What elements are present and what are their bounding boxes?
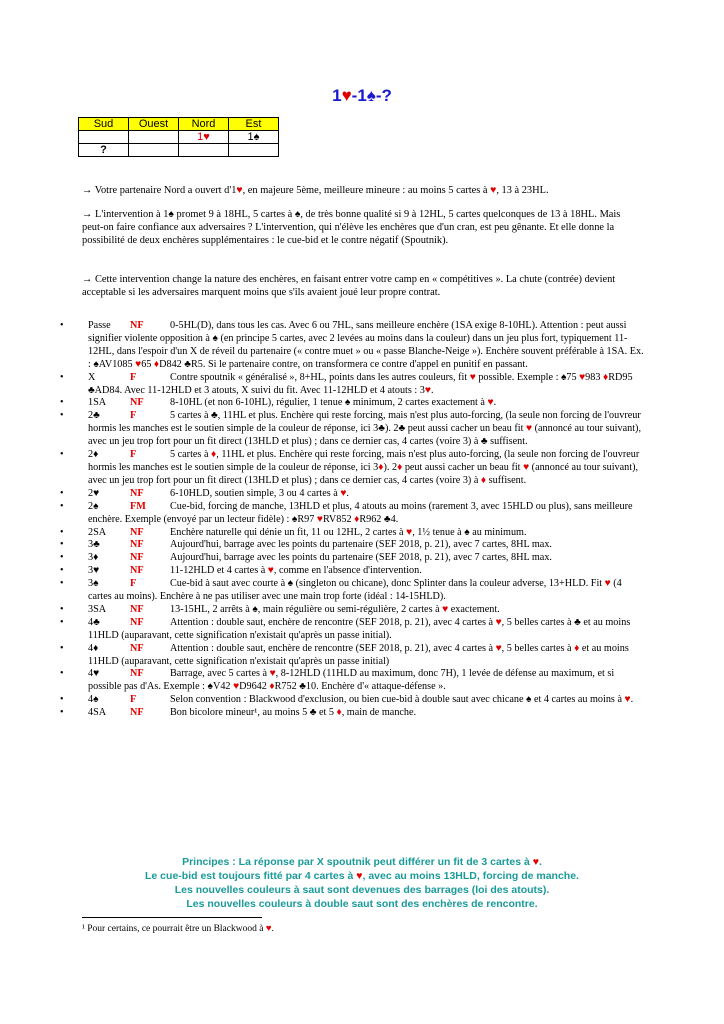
intro-paragraph-1: → Votre partenaire Nord a ouvert d'1♥, en majeure 5ème, meilleure mineure : au moins 5 cartes à ♥, 13 à 23HL.: [82, 185, 549, 196]
bid-item: • 2SA NF Enchère naturelle qui dénie un fit, 11 ou 12HL, 2 cartes à ♥, 1½ tenue à ♠ au minimum.: [60, 527, 645, 540]
bid-item: • 2♦ F 5 cartes à ♦, 11HL et plus. Enchère qui reste forcing, mais n'est plus auto-forcing, (la seule non forcing de l'ouvreur hormis les manches est le soutien simple de la couleur de réponse, ici 3♦). 2♦ peut aussi cacher un beau fit ♥ (annoncé au tour suivant), avec un jeu trop fort pour un fit direct (13HLD et plus) ; dans ce dernier cas, 4 cartes (voire 3) à ♦ suffisent.: [60, 449, 645, 488]
bid-item: • 3♦ NF Aujourd'hui, barrage avec les points du partenaire (SEF 2018, p. 21), avec 7 cartes, 8HL max.: [60, 552, 645, 565]
bid-item: • Passe NF 0-5HL(D), dans tous les cas. Avec 6 ou 7HL, sans meilleure enchère (1SA exige 8-10HL). Attention : peut aussi signifier violente opposition à ♠ (en principe 5 cartes, avec 2 levées au moins dans la couleur) dans un jeu plus fort, typiquement 11-12HL, dans l'espoir d'un X de réveil du partenaire (« contre muet » ou « passe Blanche-Neige »). Enchère souvent préférable à 1SA. Ex. : ♠AV1085 ♥65 ♦D842 ♣R5. Si le partenaire contre, on transformera ce contre d'appel en punitif en passant.: [60, 320, 645, 372]
principles-block: [0, 855, 724, 911]
auction-cell: [129, 131, 179, 144]
bid-item: • 2♠ FM Cue-bid, forcing de manche, 13HLD et plus, 4 atouts au moins (rarement 3, avec 15HLD ou plus), sans meilleure enchère. Exemple (envoyé par un lecteur fidèle) : ♠R97 ♥RV852 ♦R962 ♣4.: [60, 501, 645, 527]
principle-line: Les nouvelles couleurs à double saut sont des enchères de rencontre.: [186, 898, 538, 910]
page-title: 1♥-1♠-?: [332, 86, 392, 105]
bid-item: • 4♣ NF Attention : double saut, enchère de rencontre (SEF 2018, p. 21), avec 4 cartes à ♥, 5 belles cartes à ♣ et au moins 11HLD (auparavant, cette signification n'existait qu'après un passe initial).: [60, 617, 645, 643]
principle-line: Principes : La réponse par X spoutnik peut différer un fit de 3 cartes à ♥.: [182, 856, 542, 868]
bid-item: • 3♥ NF 11-12HLD et 4 cartes à ♥, comme en l'absence d'intervention.: [60, 565, 645, 578]
bid-list: [60, 320, 645, 720]
auction-cell: 1♠: [229, 131, 279, 144]
auction-header-row: [79, 118, 279, 131]
auction-cell: [79, 131, 129, 144]
auction-cell: [229, 144, 279, 157]
principle-line: Le cue-bid est toujours fitté par 4 cartes à ♥, avec au moins 13HLD, forcing de manche.: [145, 870, 579, 882]
bid-item: • 4SA NF Bon bicolore mineur¹, au moins 5 ♣ et 5 ♦, main de manche.: [60, 707, 645, 720]
footnote: ¹ Pour certains, ce pourrait être un Blackwood à ♥.: [82, 924, 274, 934]
bid-item: • 2♥ NF 6-10HLD, soutien simple, 3 ou 4 cartes à ♥.: [60, 488, 645, 501]
footnote-divider: [82, 917, 262, 918]
auction-header: Ouest: [129, 118, 179, 131]
bid-item: • 4♥ NF Barrage, avec 5 cartes à ♥, 8-12HLD (11HLD au maximum, donc 7H), 1 levée de défense au maximum, et si possible pas d'As. Exemple : ♠V42 ♥D9642 ♦R752 ♣10. Enchère d'« attaque-défense ».: [60, 668, 645, 694]
bid-item: • 3♠ F Cue-bid à saut avec courte à ♠ (singleton ou chicane), donc Splinter dans la couleur adverse, 13+HLD. Fit ♥ (4 cartes au moins). Enchère à ne pas utiliser avec une main trop forte (idéal : 14-15HLD).: [60, 578, 645, 604]
principle-line: Les nouvelles couleurs à saut sont devenues des barrages (loi des atouts).: [174, 884, 550, 896]
auction-cell: 1♥: [179, 131, 229, 144]
auction-row: [79, 131, 279, 144]
auction-header: Est: [229, 118, 279, 131]
intro-paragraph-2: → L'intervention à 1♠ promet 9 à 18HL, 5 cartes à ♠, de très bonne qualité si 9 à 12HL, 5 cartes quelconques de 13 à 18HL. Mais peut-on faire confiance aux adversaires ? L'intervention, qui n'élève les enchères que d'un cran, est peu gênante. Et elle donne la possibilité de deux enchères supplémentaires : le cue-bid et le contre négatif (Spoutnik).: [82, 209, 621, 247]
bid-item: • 4♠ F Selon convention : Blackwood d'exclusion, ou bien cue-bid à double saut avec chicane ♠ et 4 cartes au moins à ♥.: [60, 694, 645, 707]
intro-paragraph-3: → Cette intervention change la nature des enchères, en faisant entrer votre camp en « compétitives ». La chute (contrée) devient acceptable si les adversaires marquent moins que s'ils avaient joué leur propre contrat.: [82, 274, 616, 299]
auction-header: Nord: [179, 118, 229, 131]
bid-item: • 2♣ F 5 cartes à ♣, 11HL et plus. Enchère qui reste forcing, mais n'est plus auto-forcing, (la seule non forcing de l'ouvreur hormis les manches est le soutien simple de la couleur de réponse, ici 3♣). 2♣ peut aussi cacher un beau fit ♥ (annoncé au tour suivant), avec un jeu trop fort pour un fit direct (13HLD et plus) ; dans ce dernier cas, 4 cartes (voire 3) à ♣ suffisent.: [60, 410, 645, 449]
auction-cell: [129, 144, 179, 157]
bid-item: • 3SA NF 13-15HL, 2 arrêts à ♠, main régulière ou semi-régulière, 2 cartes à ♥ exactement.: [60, 604, 645, 617]
bid-item: • 3♣ NF Aujourd'hui, barrage avec les points du partenaire (SEF 2018, p. 21), avec 7 cartes, 8HL max.: [60, 539, 645, 552]
auction-cell: [179, 144, 229, 157]
auction-table: [78, 117, 279, 157]
auction-row: [79, 144, 279, 157]
bid-item: • X F Contre spoutnik « généralisé », 8+HL, points dans les autres couleurs, fit ♥ possible. Exemple : ♠75 ♥983 ♦RD95 ♣AD84. Avec 11-12HLD et 3 atouts, X suivi du fit. Avec 11-12HLD et 4 atouts : 3♥.: [60, 372, 645, 398]
auction-header: Sud: [79, 118, 129, 131]
auction-cell: ?: [79, 144, 129, 157]
bid-item: • 4♦ NF Attention : double saut, enchère de rencontre (SEF 2018, p. 21), avec 4 cartes à ♥, 5 belles cartes à ♦ et au moins 11HLD (auparavant, cette signification n'existait qu'après un passe initial): [60, 643, 645, 669]
bid-item: • 1SA NF 8-10HL (et non 6-10HL), régulier, 1 tenue ♠ minimum, 2 cartes exactement à ♥.: [60, 397, 645, 410]
